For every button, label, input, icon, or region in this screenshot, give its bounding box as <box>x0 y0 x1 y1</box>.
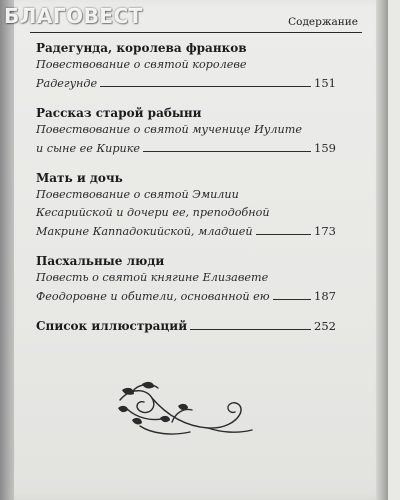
page-number: 173 <box>314 224 336 238</box>
description-line: Повесть о святой княгине Елизавете <box>36 271 269 284</box>
toc-entry-description <box>36 56 336 93</box>
toc-entry <box>36 105 336 158</box>
page-number: 187 <box>314 289 336 303</box>
leader-rule <box>143 151 311 152</box>
toc-entry-title: Мать и дочь <box>36 171 123 185</box>
description-line: Макрине Каппадокийской, младшей <box>36 225 253 238</box>
description-line: Радегунде <box>36 77 98 90</box>
decorative-flourish-icon <box>112 378 262 442</box>
toc-entry-illustrations <box>36 318 336 334</box>
toc-entry <box>36 40 336 93</box>
running-header <box>30 16 362 33</box>
toc-entry-title: Рассказ старой рабыни <box>36 106 202 120</box>
watermark-logo: БЛАГОВЕСТ <box>4 4 143 28</box>
toc-entry-description <box>36 121 336 158</box>
toc-leader-line <box>36 318 336 334</box>
toc-entry <box>36 170 336 241</box>
description-line: Феодоровне и обители, основанной ею <box>36 290 270 303</box>
leader-rule <box>273 299 311 300</box>
leader-rule <box>100 86 311 87</box>
toc-leader-line <box>36 74 336 93</box>
header-title: Содержание <box>288 16 358 28</box>
toc-leader-line <box>36 222 336 241</box>
description-line: Повествование о святой мученице Иулите <box>36 123 302 136</box>
page-number: 151 <box>314 76 336 90</box>
page-edge-shadow <box>376 0 388 500</box>
toc-entry-description <box>36 186 336 241</box>
toc-leader-line <box>36 287 336 306</box>
description-line: Повествование о святой королеве <box>36 58 247 71</box>
toc-entry-description <box>36 269 336 306</box>
toc-entry <box>36 253 336 306</box>
toc-entry-title: Пасхальные люди <box>36 254 165 268</box>
description-line: Повествование о святой Эмилии <box>36 188 239 201</box>
page-number: 252 <box>314 319 336 333</box>
leader-rule <box>256 234 311 235</box>
toc-entry-title: Радегунда, королева франков <box>36 41 247 55</box>
leader-rule <box>190 329 311 330</box>
toc-leader-line <box>36 139 336 158</box>
toc-entry-title: Список иллюстраций <box>36 319 188 333</box>
page-number: 159 <box>314 141 336 155</box>
description-line: и сыне ее Кирике <box>36 142 141 155</box>
description-line: Кесарийской и дочери ее, преподобной <box>36 206 270 219</box>
table-of-contents <box>36 40 336 334</box>
